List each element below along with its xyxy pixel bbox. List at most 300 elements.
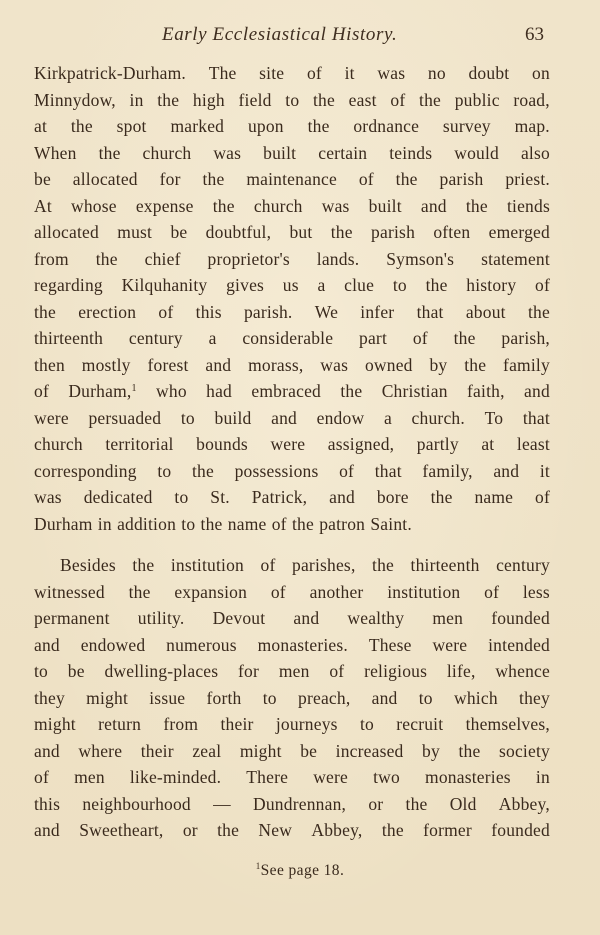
- text-line: [34, 579, 550, 606]
- word: teinds: [389, 142, 433, 163]
- word: Besides: [60, 555, 116, 575]
- word: There: [246, 767, 289, 787]
- word: it: [344, 63, 355, 83]
- word: emerged: [488, 222, 550, 242]
- word: and: [371, 687, 398, 708]
- word: of: [358, 169, 374, 189]
- word: institution: [387, 581, 461, 602]
- word: but: [289, 222, 313, 242]
- page-header: [0, 24, 600, 50]
- text-line: [34, 246, 550, 273]
- word: chief: [144, 248, 181, 269]
- word: built: [263, 142, 297, 163]
- word: parish,: [501, 328, 550, 348]
- word: increased: [335, 740, 404, 761]
- word: least: [516, 434, 550, 454]
- word: on: [532, 63, 550, 83]
- word: at: [34, 116, 48, 136]
- word: regarding: [34, 275, 103, 295]
- word: like-minded.: [129, 767, 222, 787]
- word: to: [392, 275, 407, 295]
- word: church: [34, 434, 83, 454]
- word: marked: [170, 116, 225, 136]
- word: persuaded: [88, 407, 162, 428]
- word: of: [535, 275, 550, 295]
- word: zeal: [192, 740, 222, 761]
- text-line: [34, 511, 550, 538]
- word: gives: [226, 275, 265, 295]
- text-line: [34, 738, 550, 765]
- word: institution: [170, 555, 245, 575]
- word: and: [524, 381, 550, 401]
- word: of: [484, 581, 500, 602]
- word: Dundrennan,: [253, 793, 347, 814]
- word: the: [291, 513, 314, 534]
- word: was: [377, 63, 406, 83]
- word: doubt: [468, 63, 510, 83]
- word: history: [466, 275, 517, 295]
- word: of: [390, 89, 406, 110]
- word: St.: [210, 487, 230, 507]
- text-line: [34, 658, 550, 685]
- word: of: [34, 767, 49, 787]
- word: had: [206, 381, 233, 401]
- word: Durham,$^1$: [68, 381, 137, 401]
- word: intended: [488, 634, 550, 655]
- word: be: [300, 740, 318, 761]
- word: expense: [135, 195, 194, 216]
- word: was: [34, 487, 62, 507]
- word: no: [427, 63, 446, 83]
- word: the: [458, 740, 481, 761]
- paragraph: [34, 60, 550, 537]
- word: their: [140, 740, 174, 761]
- word: the: [419, 89, 442, 110]
- word: was: [213, 142, 242, 163]
- word: the: [372, 555, 395, 575]
- word: would: [454, 142, 499, 163]
- word: name: [227, 513, 267, 534]
- word: and: [34, 634, 60, 655]
- word: might: [86, 687, 129, 708]
- word: us: [282, 275, 299, 295]
- word: Abbey,: [498, 793, 550, 814]
- word: territorial: [105, 434, 174, 454]
- word: the: [202, 169, 225, 189]
- text-line: [34, 166, 550, 193]
- text-line: [34, 325, 550, 352]
- word: another: [309, 581, 364, 602]
- word: parish: [439, 169, 484, 189]
- word: bore: [376, 487, 409, 507]
- word: build: [214, 407, 252, 428]
- word: to: [174, 487, 189, 507]
- word: a: [383, 407, 392, 428]
- paragraph-gap: [34, 537, 550, 552]
- text-line: [34, 140, 550, 167]
- word: considerable: [242, 328, 334, 348]
- paragraph: [34, 552, 550, 844]
- word: built: [368, 195, 402, 216]
- text-line: [34, 193, 550, 220]
- word: the: [98, 142, 121, 163]
- word: must: [117, 222, 153, 242]
- text-line: [34, 764, 550, 791]
- word: the: [307, 116, 330, 136]
- footnote-marker: 1: [255, 861, 261, 871]
- word: which: [454, 687, 498, 708]
- word: monasteries: [425, 767, 511, 787]
- word: of: [412, 328, 428, 348]
- word: faith,: [467, 381, 505, 401]
- word: might: [34, 714, 76, 734]
- text-line: [34, 219, 550, 246]
- word: be: [67, 661, 85, 681]
- word: to: [418, 687, 433, 708]
- word: field: [238, 89, 272, 110]
- word: and: [34, 740, 60, 761]
- word: from: [163, 714, 199, 734]
- word: corresponding: [34, 460, 137, 481]
- word: We: [314, 301, 339, 322]
- word: Patrick,: [251, 487, 308, 507]
- word: endow: [316, 407, 365, 428]
- word: by: [429, 354, 448, 375]
- word: of: [329, 661, 345, 681]
- word: tiends: [506, 195, 550, 216]
- word: statement: [481, 248, 550, 269]
- word: by: [422, 740, 440, 761]
- word: thirteenth: [410, 555, 480, 575]
- word: mostly: [81, 354, 131, 375]
- text-line: [34, 791, 550, 818]
- word: at: [481, 434, 495, 454]
- word: founded: [491, 820, 550, 840]
- word: doubtful,: [205, 222, 272, 242]
- word: the: [34, 301, 56, 322]
- word: the: [425, 275, 448, 295]
- word: church.: [411, 407, 465, 428]
- word: they: [34, 687, 65, 708]
- word: a: [208, 328, 217, 348]
- word: the: [464, 354, 487, 375]
- word: the: [200, 513, 223, 534]
- word: then: [34, 354, 65, 375]
- word: the: [340, 381, 363, 401]
- word: New: [258, 820, 293, 840]
- word: church: [142, 142, 192, 163]
- word: of: [270, 581, 286, 602]
- text-line: [34, 272, 550, 299]
- word: public: [454, 89, 500, 110]
- word: that: [522, 407, 550, 428]
- word: Devout: [212, 608, 266, 628]
- word: Saint.: [370, 513, 412, 534]
- word: be: [170, 222, 188, 242]
- word: to: [359, 714, 374, 734]
- word: erection: [78, 301, 137, 322]
- word: for: [159, 169, 181, 189]
- word: embraced: [251, 381, 321, 401]
- word: men: [74, 767, 105, 787]
- word: of: [158, 301, 174, 322]
- word: family,: [422, 460, 473, 481]
- word: for: [238, 661, 260, 681]
- word: men: [278, 661, 310, 681]
- word: the: [453, 328, 476, 348]
- word: name: [474, 487, 514, 507]
- word: permanent: [34, 608, 110, 628]
- word: this: [195, 301, 222, 322]
- word: was: [321, 195, 350, 216]
- page-number: 63: [525, 24, 544, 45]
- word: that: [416, 301, 444, 322]
- word: were: [432, 634, 468, 655]
- word: Durham: [34, 513, 93, 534]
- word: Kirkpatrick-Durham.: [34, 63, 187, 83]
- word: century: [128, 328, 183, 348]
- word: in: [535, 767, 550, 787]
- word: the: [330, 222, 353, 242]
- body-text: [34, 60, 550, 844]
- word: where: [78, 740, 123, 761]
- word: At: [34, 195, 52, 216]
- word: forth: [206, 687, 242, 708]
- word: assigned,: [327, 434, 395, 454]
- word: former: [423, 820, 472, 840]
- text-line: [34, 458, 550, 485]
- word: the: [527, 301, 550, 322]
- footnote-text: See page 18.: [260, 862, 345, 879]
- word: possessions: [234, 460, 319, 481]
- word: to: [285, 89, 300, 110]
- text-line: [34, 405, 550, 432]
- word: the: [381, 820, 404, 840]
- text-line: [34, 299, 550, 326]
- word: partly: [416, 434, 459, 454]
- word: clue: [344, 275, 375, 295]
- text-line: [34, 378, 550, 405]
- word: owned: [364, 354, 413, 375]
- word: Minnydow,: [34, 89, 116, 110]
- word: dedicated: [83, 487, 153, 507]
- word: certain: [318, 142, 368, 163]
- word: to: [34, 661, 49, 681]
- word: spot: [116, 116, 147, 136]
- word: high: [192, 89, 225, 110]
- word: map.: [514, 116, 550, 136]
- word: their: [220, 714, 254, 734]
- word: church: [253, 195, 303, 216]
- word: it: [539, 460, 550, 481]
- word: to: [181, 513, 196, 534]
- word: that: [374, 460, 402, 481]
- word: parishes,: [292, 555, 356, 575]
- word: the: [128, 581, 151, 602]
- word: family: [503, 354, 550, 375]
- word: the: [212, 195, 235, 216]
- word: the: [217, 820, 240, 840]
- running-head: Early Ecclesiastical History.: [162, 24, 398, 45]
- word: When: [34, 142, 77, 163]
- word: of: [260, 555, 276, 575]
- word: and: [205, 354, 232, 375]
- word: Abbey,: [311, 820, 363, 840]
- footnote: [0, 862, 600, 880]
- text-line: [34, 817, 550, 844]
- word: founded: [491, 608, 550, 628]
- text-line: [34, 685, 550, 712]
- text-line: [34, 552, 550, 579]
- word: Sweetheart,: [79, 820, 164, 840]
- word: they: [519, 687, 550, 708]
- word: morass,: [248, 354, 304, 375]
- word: the: [191, 460, 214, 481]
- word: a: [317, 275, 326, 295]
- word: and: [493, 460, 520, 481]
- word: less: [522, 581, 550, 602]
- word: in: [97, 513, 112, 534]
- word: return: [98, 714, 142, 734]
- text-line: [34, 431, 550, 458]
- text-line: [34, 60, 550, 87]
- word: neighbourhood: [82, 793, 191, 814]
- word: be: [34, 169, 51, 189]
- word: also: [520, 142, 550, 163]
- footnote-reference: 1: [131, 383, 137, 394]
- word: These: [368, 634, 412, 655]
- word: the: [405, 793, 428, 814]
- word: to: [262, 687, 277, 708]
- word: Symson's: [386, 248, 455, 269]
- text-line: [34, 352, 550, 379]
- word: were: [270, 434, 306, 454]
- word: allocated: [34, 222, 99, 242]
- text-line: [34, 605, 550, 632]
- word: men: [432, 608, 464, 628]
- word: the: [70, 116, 93, 136]
- word: life,: [446, 661, 476, 681]
- word: thirteenth: [34, 328, 104, 348]
- word: ordnance: [353, 116, 420, 136]
- word: wealthy: [347, 608, 405, 628]
- word: bounds: [196, 434, 248, 454]
- word: expansion: [174, 581, 248, 602]
- word: or: [182, 820, 198, 840]
- word: The: [208, 63, 237, 83]
- word: Christian: [381, 381, 448, 401]
- word: the: [430, 487, 453, 507]
- word: endowed: [80, 634, 146, 655]
- word: the: [465, 195, 488, 216]
- word: forest: [147, 354, 189, 375]
- word: were: [34, 407, 69, 428]
- word: patron: [319, 513, 366, 534]
- word: and: [271, 407, 297, 428]
- word: Kilquhanity: [121, 275, 208, 295]
- word: allocated: [72, 169, 138, 189]
- word: were: [313, 767, 348, 787]
- word: —: [213, 793, 231, 814]
- word: society: [499, 740, 550, 761]
- word: in: [129, 89, 144, 110]
- word: recruit: [396, 714, 444, 734]
- word: was: [320, 354, 349, 375]
- word: maintenance: [246, 169, 337, 189]
- word: of: [271, 513, 287, 534]
- word: and: [420, 195, 447, 216]
- word: from: [34, 248, 69, 269]
- word: part: [359, 328, 388, 348]
- word: proprietor's: [207, 248, 290, 269]
- word: and: [34, 820, 60, 840]
- word: the: [395, 169, 418, 189]
- word: or: [368, 793, 384, 814]
- word: this: [34, 793, 61, 814]
- word: survey: [442, 116, 491, 136]
- text-line: [34, 711, 550, 738]
- word: issue: [149, 687, 186, 708]
- word: To: [484, 407, 504, 428]
- word: might: [239, 740, 282, 761]
- word: east: [348, 89, 377, 110]
- word: journeys: [275, 714, 338, 734]
- word: often: [433, 222, 471, 242]
- word: lands.: [316, 248, 360, 269]
- word: Old: [449, 793, 477, 814]
- text-line: [34, 113, 550, 140]
- word: whence: [495, 661, 550, 681]
- word: to: [180, 407, 195, 428]
- word: dwelling-places: [104, 661, 219, 681]
- word: who: [156, 381, 187, 401]
- word: themselves,: [465, 714, 550, 734]
- word: site: [259, 63, 285, 83]
- word: of: [339, 460, 355, 481]
- word: addition: [117, 513, 177, 534]
- text-line: [34, 484, 550, 511]
- word: the: [157, 89, 180, 110]
- word: monasteries.: [257, 634, 348, 655]
- word: century: [496, 555, 550, 575]
- word: the: [132, 555, 155, 575]
- word: priest.: [505, 169, 550, 189]
- word: the: [95, 248, 118, 269]
- word: numerous: [166, 634, 237, 655]
- word: preach,: [298, 687, 351, 708]
- text-line: [34, 87, 550, 114]
- word: to: [157, 460, 172, 481]
- word: two: [373, 767, 400, 787]
- word: of: [34, 381, 49, 401]
- word: religious: [364, 661, 428, 681]
- word: infer: [360, 301, 395, 322]
- word: whose: [71, 195, 117, 216]
- word: parish: [371, 222, 416, 242]
- word: road,: [513, 89, 550, 110]
- word: witnessed: [34, 581, 105, 602]
- word: of: [535, 487, 550, 507]
- word: parish.: [243, 301, 293, 322]
- word: about: [465, 301, 506, 322]
- word: utility.: [137, 608, 185, 628]
- word: the: [313, 89, 335, 110]
- word: upon: [247, 116, 284, 136]
- text-line: [34, 632, 550, 659]
- word: and: [293, 608, 320, 628]
- word: of: [306, 63, 322, 83]
- word: and: [329, 487, 355, 507]
